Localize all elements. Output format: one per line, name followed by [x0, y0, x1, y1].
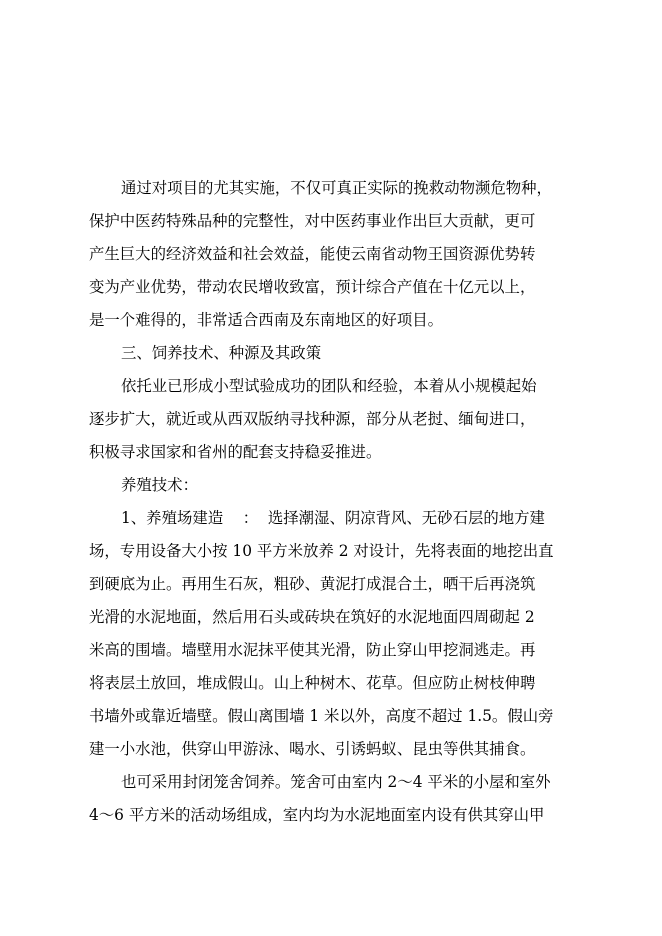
section-heading: 三、饲养技术、种源及其政策 — [121, 344, 322, 362]
text-line-3: 产生巨大的经济效益和社会效益，能使云南省动物王国资源优势转 — [89, 245, 536, 263]
text-line-13: 到硬底为止。再用生石灰，粗砂、黄泥打成混合土，晒干后再浇筑 — [89, 575, 536, 593]
text-line-7: 依托业已形成小型试验成功的团队和经验，本着从小规模起始 — [121, 377, 537, 395]
text-line-20: 4～6 平方米的活动场组成，室内均为水泥地面室内设有供其穿山甲 — [89, 806, 545, 824]
text-line-16: 将表层土放回，堆成假山。山上种树木、花草。但应防止树枝伸聘 — [89, 674, 536, 692]
text-line-15: 米高的围墙。墙壁用水泥抹平使其光滑，防止穿山甲挖洞逃走。再 — [89, 641, 536, 659]
text-line-14: 光滑的水泥地面，然后用石头或砖块在筑好的水泥地面四周砌起 2 — [89, 608, 535, 626]
text-line-1: 通过对项目的尤其实施，不仅可真正实际的挽救动物濒危物种， — [121, 179, 552, 197]
text-line-9: 积极寻求国家和省州的配套支持稳妥推进。 — [89, 443, 382, 461]
text-line-11: 1、养殖场建造 ： 选择潮湿、阴凉背风、无砂石层的地方建 — [121, 509, 545, 527]
text-line-17: 书墙外或靠近墙壁。假山离围墙 1 米以外，高度不超过 1.5。假山旁 — [89, 707, 554, 725]
text-line-2: 保护中医药特殊品种的完整性，对中医药事业作出巨大贡献，更可 — [89, 212, 536, 230]
text-line-19: 也可采用封闭笼舍饲养。笼舍可由室内 2～4 平米的小屋和室外 — [121, 773, 551, 791]
text-line-4: 变为产业优势，带动农民增收致富，预计综合产值在十亿元以上， — [89, 278, 536, 296]
text-line-12: 场，专用设备大小按 10 平方米放养 2 对设计，先将表面的地挖出直 — [89, 542, 554, 560]
text-line-5: 是一个难得的，非常适合西南及东南地区的好项目。 — [89, 311, 443, 329]
text-line-8: 逐步扩大，就近或从西双版纳寻找种源，部分从老挝、缅甸进口， — [89, 410, 536, 428]
subheading-breeding-technique: 养殖技术： — [121, 476, 198, 494]
text-line-18: 建一小水池，供穿山甲游泳、喝水、引诱蚂蚁、昆虫等供其捕食。 — [89, 740, 536, 758]
